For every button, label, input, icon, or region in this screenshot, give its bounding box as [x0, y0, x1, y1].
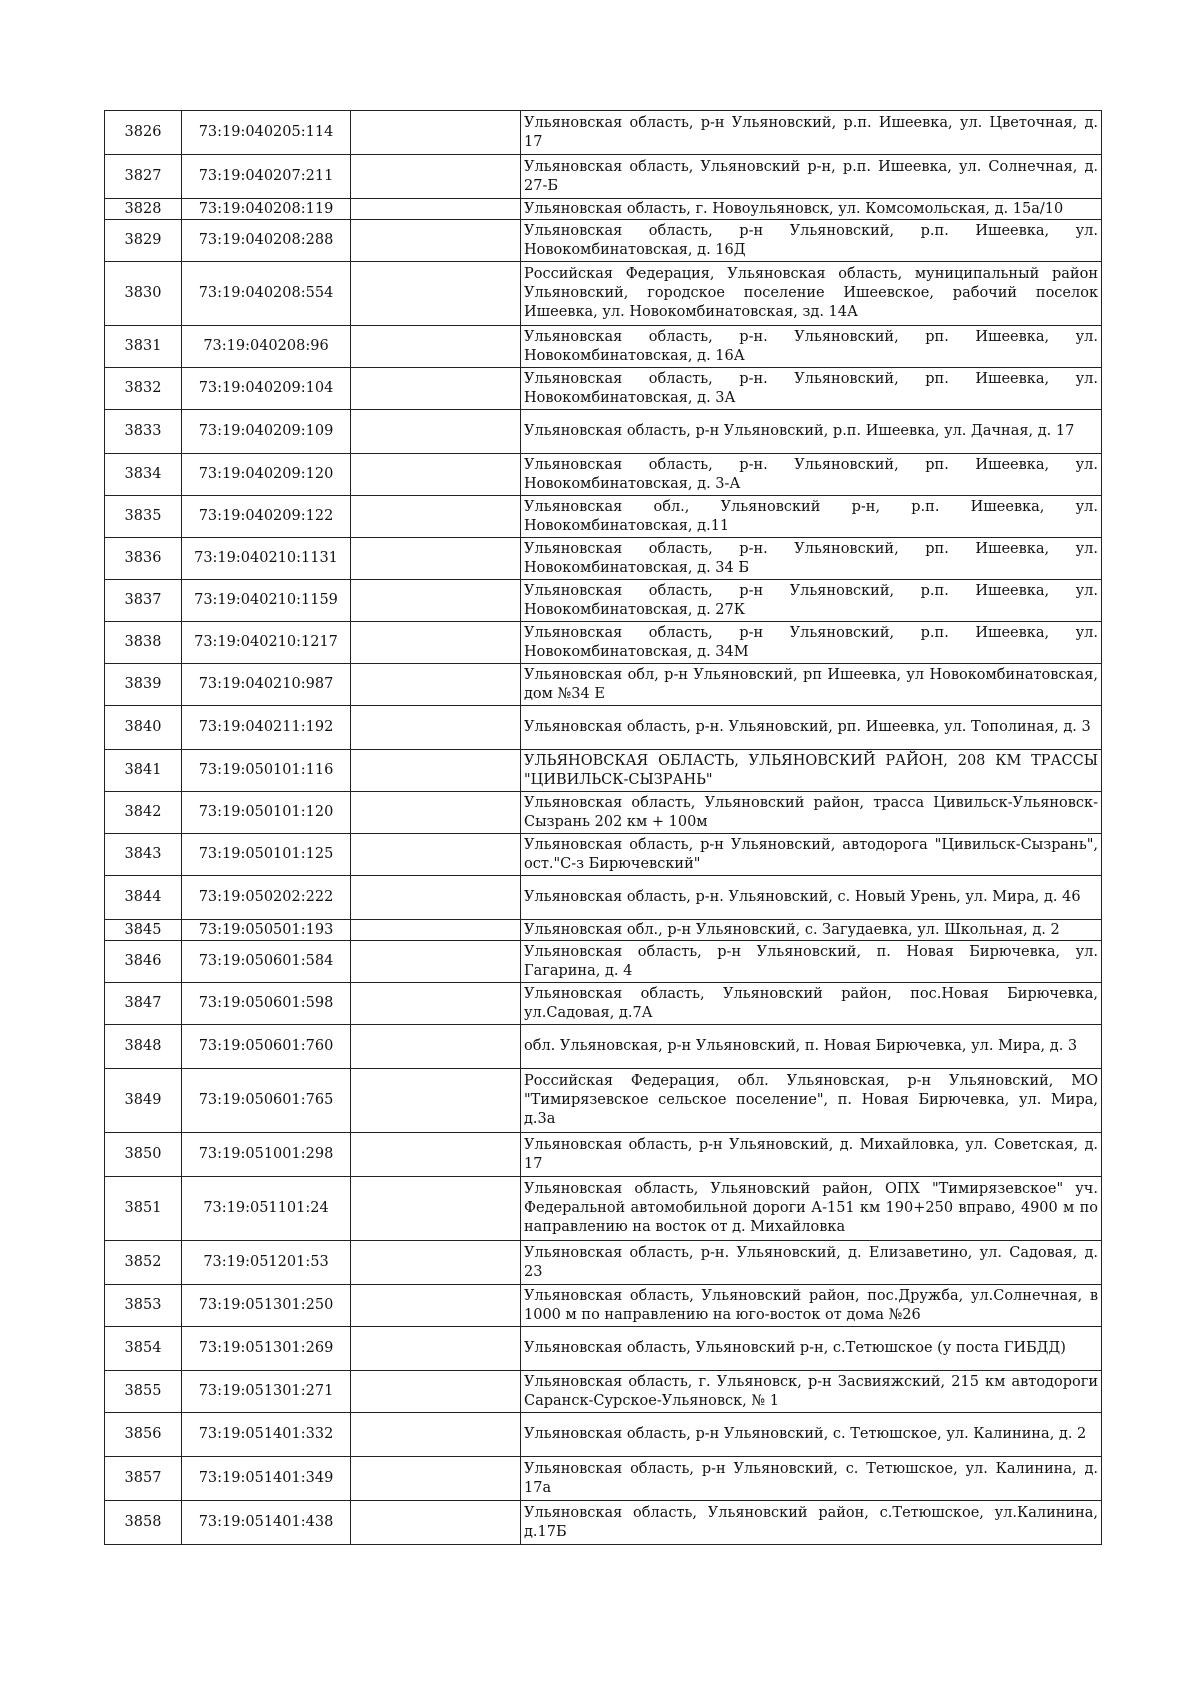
cadastral-number-cell: 73:19:040208:554 [182, 262, 351, 326]
blank-cell [351, 750, 521, 792]
row-number-cell: 3840 [105, 706, 182, 750]
address-cell: Российская Федерация, обл. Ульяновская, р-н Ульяновский, МО "Тимирязевское сельское поселение", п. Новая Бирючевка, ул. Мира, д.3а [521, 1069, 1102, 1133]
blank-cell [351, 1133, 521, 1177]
cadastral-number-cell: 73:19:040211:192 [182, 706, 351, 750]
table-row [105, 262, 1102, 326]
address-cell: Ульяновская область, Ульяновский район, с.Тетюшское, ул.Калинина, д.17Б [521, 1501, 1102, 1545]
row-number-cell: 3858 [105, 1501, 182, 1545]
row-number-cell: 3851 [105, 1177, 182, 1241]
cadastral-number-cell: 73:19:051201:53 [182, 1241, 351, 1285]
blank-cell [351, 876, 521, 920]
table-row [105, 792, 1102, 834]
blank-cell [351, 111, 521, 155]
address-cell: Ульяновская область, р-н Ульяновский, р.п. Ишеевка, ул. Новокомбинатовская, д. 34М [521, 622, 1102, 664]
row-number-cell: 3855 [105, 1371, 182, 1413]
table-row [105, 750, 1102, 792]
address-cell: Ульяновская область, р-н. Ульяновский, рп. Ишеевка, ул. Новокомбинатовская, д. 3А [521, 368, 1102, 410]
row-number-cell: 3849 [105, 1069, 182, 1133]
blank-cell [351, 1069, 521, 1133]
blank-cell [351, 706, 521, 750]
blank-cell [351, 262, 521, 326]
cadastral-number-cell: 73:19:050202:222 [182, 876, 351, 920]
row-number-cell: 3828 [105, 199, 182, 220]
blank-cell [351, 834, 521, 876]
blank-cell [351, 664, 521, 706]
cadastral-number-cell: 73:19:050601:760 [182, 1025, 351, 1069]
cadastral-number-cell: 73:19:050101:120 [182, 792, 351, 834]
address-cell: Ульяновская обл., Ульяновский р-н, р.п. Ишеевка, ул. Новокомбинатовская, д.11 [521, 496, 1102, 538]
row-number-cell: 3843 [105, 834, 182, 876]
address-cell: Ульяновская область, р-н. Ульяновский, с. Новый Урень, ул. Мира, д. 46 [521, 876, 1102, 920]
table-row [105, 454, 1102, 496]
row-number-cell: 3847 [105, 983, 182, 1025]
cadastral-number-cell: 73:19:051101:24 [182, 1177, 351, 1241]
blank-cell [351, 1413, 521, 1457]
table-row [105, 1069, 1102, 1133]
address-cell: Российская Федерация, Ульяновская область, муниципальный район Ульяновский, городское поселение Ишеевское, рабочий поселок Ишеевка, ул. Новокомбинатовская, зд. 14А [521, 262, 1102, 326]
table-row [105, 1413, 1102, 1457]
table-row [105, 834, 1102, 876]
table-row [105, 920, 1102, 941]
blank-cell [351, 220, 521, 262]
cadastral-number-cell: 73:19:040210:1159 [182, 580, 351, 622]
cadastral-number-cell: 73:19:051401:349 [182, 1457, 351, 1501]
cadastral-number-cell: 73:19:040208:119 [182, 199, 351, 220]
row-number-cell: 3839 [105, 664, 182, 706]
cadastral-number-cell: 73:19:051301:271 [182, 1371, 351, 1413]
row-number-cell: 3844 [105, 876, 182, 920]
address-cell: УЛЬЯНОВСКАЯ ОБЛАСТЬ, УЛЬЯНОВСКИЙ РАЙОН, 208 КМ ТРАССЫ "ЦИВИЛЬСК-СЫЗРАНЬ" [521, 750, 1102, 792]
blank-cell [351, 1025, 521, 1069]
row-number-cell: 3827 [105, 155, 182, 199]
cadastral-number-cell: 73:19:040208:96 [182, 326, 351, 368]
blank-cell [351, 1457, 521, 1501]
address-cell: Ульяновская область, р-н Ульяновский, автодорога "Цивильск-Сызрань", ост."С-з Бирючевский" [521, 834, 1102, 876]
cadastral-number-cell: 73:19:051401:438 [182, 1501, 351, 1545]
address-cell: Ульяновская область, р-н. Ульяновский, д. Елизаветино, ул. Садовая, д. 23 [521, 1241, 1102, 1285]
cadastral-number-cell: 73:19:050101:125 [182, 834, 351, 876]
cadastral-number-cell: 73:19:051001:298 [182, 1133, 351, 1177]
table-row [105, 368, 1102, 410]
address-cell: Ульяновская область, г. Ульяновск, р-н Засвияжский, 215 км автодороги Саранск-Сурское-Ульяновск, № 1 [521, 1371, 1102, 1413]
address-cell: Ульяновская область, р-н Ульяновский, р.п. Ишеевка, ул. Дачная, д. 17 [521, 410, 1102, 454]
row-number-cell: 3852 [105, 1241, 182, 1285]
cadastral-number-cell: 73:19:040209:104 [182, 368, 351, 410]
table-row [105, 199, 1102, 220]
address-cell: Ульяновская область, Ульяновский р-н, р.п. Ишеевка, ул. Солнечная, д. 27-Б [521, 155, 1102, 199]
cadastral-number-cell: 73:19:050501:193 [182, 920, 351, 941]
table-row [105, 876, 1102, 920]
row-number-cell: 3857 [105, 1457, 182, 1501]
row-number-cell: 3834 [105, 454, 182, 496]
table-row [105, 622, 1102, 664]
cadastral-number-cell: 73:19:051301:269 [182, 1327, 351, 1371]
address-cell: Ульяновская область, р-н Ульяновский, с. Тетюшское, ул. Калинина, д. 2 [521, 1413, 1102, 1457]
table-row [105, 1327, 1102, 1371]
address-cell: Ульяновская область, г. Новоульяновск, ул. Комсомольская, д. 15а/10 [521, 199, 1102, 220]
table-row [105, 580, 1102, 622]
address-cell: Ульяновская обл., р-н Ульяновский, с. Загудаевка, ул. Школьная, д. 2 [521, 920, 1102, 941]
blank-cell [351, 1285, 521, 1327]
row-number-cell: 3832 [105, 368, 182, 410]
table-row [105, 1025, 1102, 1069]
cadastral-number-cell: 73:19:051401:332 [182, 1413, 351, 1457]
registry-table [104, 110, 1102, 1545]
address-cell: Ульяновская область, Ульяновский район, пос.Дружба, ул.Солнечная, в 1000 м по направлению на юго-восток от дома №26 [521, 1285, 1102, 1327]
table-row [105, 1501, 1102, 1545]
table-row [105, 664, 1102, 706]
blank-cell [351, 1501, 521, 1545]
row-number-cell: 3848 [105, 1025, 182, 1069]
row-number-cell: 3837 [105, 580, 182, 622]
address-cell: Ульяновская область, Ульяновский р-н, с.Тетюшское (у поста ГИБДД) [521, 1327, 1102, 1371]
table-row [105, 983, 1102, 1025]
cadastral-number-cell: 73:19:050601:598 [182, 983, 351, 1025]
cadastral-number-cell: 73:19:050601:584 [182, 941, 351, 983]
blank-cell [351, 1241, 521, 1285]
table-row [105, 1133, 1102, 1177]
address-cell: Ульяновская область, р-н Ульяновский, р.п. Ишеевка, ул. Новокомбинатовская, д. 16Д [521, 220, 1102, 262]
table-row [105, 1285, 1102, 1327]
address-cell: Ульяновская область, р-н. Ульяновский, рп. Ишеевка, ул. Новокомбинатовская, д. 34 Б [521, 538, 1102, 580]
blank-cell [351, 199, 521, 220]
cadastral-number-cell: 73:19:050601:765 [182, 1069, 351, 1133]
row-number-cell: 3845 [105, 920, 182, 941]
cadastral-number-cell: 73:19:040210:987 [182, 664, 351, 706]
address-cell: Ульяновская область, Ульяновский район, ОПХ "Тимирязевское" уч. Федеральной автомобильной дороги А-151 км 190+250 вправо, 4900 м по направлению на восток от д. Михайловка [521, 1177, 1102, 1241]
table-row [105, 538, 1102, 580]
table-row [105, 941, 1102, 983]
cadastral-number-cell: 73:19:040210:1131 [182, 538, 351, 580]
address-cell: Ульяновская область, Ульяновский район, пос.Новая Бирючевка, ул.Садовая, д.7А [521, 983, 1102, 1025]
blank-cell [351, 792, 521, 834]
table-row [105, 155, 1102, 199]
address-cell: Ульяновская область, р-н Ульяновский, с. Тетюшское, ул. Калинина, д. 17а [521, 1457, 1102, 1501]
blank-cell [351, 1371, 521, 1413]
cadastral-number-cell: 73:19:040209:120 [182, 454, 351, 496]
row-number-cell: 3856 [105, 1413, 182, 1457]
address-cell: Ульяновская область, р-н Ульяновский, п. Новая Бирючевка, ул. Гагарина, д. 4 [521, 941, 1102, 983]
cadastral-number-cell: 73:19:040209:109 [182, 410, 351, 454]
cadastral-number-cell: 73:19:050101:116 [182, 750, 351, 792]
row-number-cell: 3841 [105, 750, 182, 792]
address-cell: Ульяновская область, Ульяновский район, трасса Цивильск-Ульяновск-Сызрань 202 км + 100м [521, 792, 1102, 834]
row-number-cell: 3835 [105, 496, 182, 538]
address-cell: Ульяновская область, р-н Ульяновский, д. Михайловка, ул. Советская, д. 17 [521, 1133, 1102, 1177]
address-cell: Ульяновская область, р-н Ульяновский, р.п. Ишеевка, ул. Новокомбинатовская, д. 27К [521, 580, 1102, 622]
blank-cell [351, 941, 521, 983]
address-cell: Ульяновская область, р-н. Ульяновский, рп. Ишеевка, ул. Тополиная, д. 3 [521, 706, 1102, 750]
blank-cell [351, 155, 521, 199]
table-row [105, 326, 1102, 368]
blank-cell [351, 983, 521, 1025]
blank-cell [351, 1177, 521, 1241]
row-number-cell: 3842 [105, 792, 182, 834]
blank-cell [351, 580, 521, 622]
row-number-cell: 3830 [105, 262, 182, 326]
blank-cell [351, 1327, 521, 1371]
row-number-cell: 3846 [105, 941, 182, 983]
row-number-cell: 3850 [105, 1133, 182, 1177]
cadastral-number-cell: 73:19:051301:250 [182, 1285, 351, 1327]
table-row [105, 1371, 1102, 1413]
blank-cell [351, 538, 521, 580]
table-row [105, 1241, 1102, 1285]
table-row [105, 220, 1102, 262]
blank-cell [351, 496, 521, 538]
address-cell: Ульяновская область, р-н. Ульяновский, рп. Ишеевка, ул. Новокомбинатовская, д. 16А [521, 326, 1102, 368]
row-number-cell: 3833 [105, 410, 182, 454]
table-row [105, 496, 1102, 538]
address-cell: Ульяновская область, р-н Ульяновский, р.п. Ишеевка, ул. Цветочная, д. 17 [521, 111, 1102, 155]
table-row [105, 1177, 1102, 1241]
cadastral-number-cell: 73:19:040205:114 [182, 111, 351, 155]
row-number-cell: 3853 [105, 1285, 182, 1327]
row-number-cell: 3831 [105, 326, 182, 368]
row-number-cell: 3838 [105, 622, 182, 664]
blank-cell [351, 368, 521, 410]
blank-cell [351, 454, 521, 496]
blank-cell [351, 410, 521, 454]
registry-table-body [105, 111, 1102, 1545]
address-cell: обл. Ульяновская, р-н Ульяновский, п. Новая Бирючевка, ул. Мира, д. 3 [521, 1025, 1102, 1069]
cadastral-number-cell: 73:19:040209:122 [182, 496, 351, 538]
row-number-cell: 3836 [105, 538, 182, 580]
address-cell: Ульяновская область, р-н. Ульяновский, рп. Ишеевка, ул. Новокомбинатовская, д. 3-А [521, 454, 1102, 496]
row-number-cell: 3854 [105, 1327, 182, 1371]
address-cell: Ульяновская обл, р-н Ульяновский, рп Ишеевка, ул Новокомбинатовская, дом №34 Е [521, 664, 1102, 706]
blank-cell [351, 326, 521, 368]
cadastral-number-cell: 73:19:040208:288 [182, 220, 351, 262]
table-row [105, 111, 1102, 155]
blank-cell [351, 920, 521, 941]
row-number-cell: 3829 [105, 220, 182, 262]
cadastral-number-cell: 73:19:040210:1217 [182, 622, 351, 664]
table-row [105, 706, 1102, 750]
row-number-cell: 3826 [105, 111, 182, 155]
cadastral-number-cell: 73:19:040207:211 [182, 155, 351, 199]
blank-cell [351, 622, 521, 664]
table-row [105, 1457, 1102, 1501]
table-row [105, 410, 1102, 454]
